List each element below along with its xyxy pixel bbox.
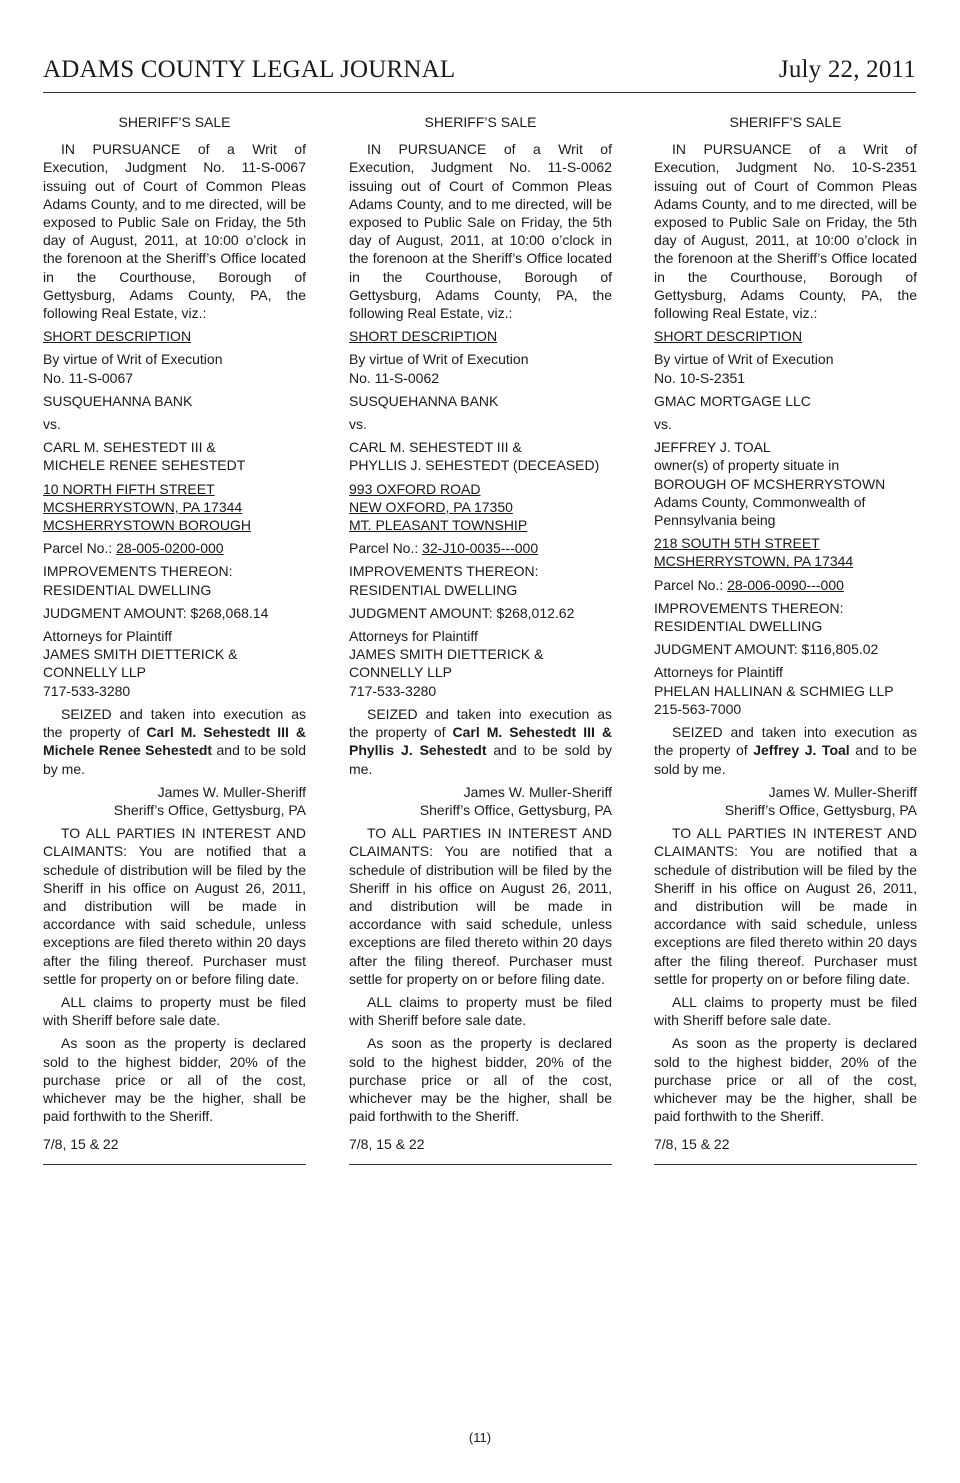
seized-text-end: and to be sold by me. xyxy=(43,742,306,777)
seized-owner: Jeffrey J. Toal xyxy=(753,742,850,759)
notice-divider xyxy=(43,1164,306,1165)
writ-info xyxy=(43,350,306,386)
payment-notice: As soon as the property is declared sold to the highest bidder, 20% of the purchase price or all of the cost, whichever may be the higher, shall be paid forthwith to the Sheriff. xyxy=(654,1035,917,1125)
parties-notice: TO ALL PARTIES IN INTEREST AND CLAIMANTS: You are notified that a schedule of distribution will be filed by the Sheriff in his office on August 26, 2011, and distribution will be made in accordance with said schedule, unless exceptions are filed thereto within 20 days after the filing thereof. Purchaser must settle for property on or before filing date. xyxy=(43,825,306,987)
seized-text-end: and to be sold by me. xyxy=(654,742,917,777)
writ-info xyxy=(654,350,917,386)
improvements-type: RESIDENTIAL DWELLING xyxy=(43,581,212,598)
parcel xyxy=(349,539,612,557)
seized-text: SEIZED and taken into execution as the property of xyxy=(43,705,306,741)
parcel-label: Parcel No.: xyxy=(43,540,117,557)
seized-text-end: and to be sold by me. xyxy=(349,742,613,777)
attorneys-label: Attorneys for Plaintiff xyxy=(349,628,478,645)
parcel-number: 28-006-0090---000 xyxy=(727,576,844,593)
parcel-label: Parcel No.: xyxy=(349,540,423,557)
sheriff-signature xyxy=(349,783,612,819)
attorney-line: 215-563-7000 xyxy=(654,700,742,717)
parcel-number: 32-J10-0035---000 xyxy=(422,540,539,557)
sheriff-sale-notice-3 xyxy=(654,113,917,1165)
writ-number: No. 11-S-0067 xyxy=(43,369,134,386)
sheriff-office: Sheriff’s Office, Gettysburg, PA xyxy=(419,801,612,818)
short-description-heading: SHORT DESCRIPTION xyxy=(654,328,803,345)
plaintiff: SUSQUEHANNA BANK xyxy=(43,392,193,409)
writ-line: By virtue of Writ of Execution xyxy=(349,351,529,368)
attorney-line: 717-533-3280 xyxy=(349,682,437,699)
address-line: NEW OXFORD, PA 17350 xyxy=(349,498,513,515)
versus: vs. xyxy=(349,416,367,433)
seized-text: SEIZED and taken into execution as the property of xyxy=(654,724,917,759)
sheriff-office: Sheriff’s Office, Gettysburg, PA xyxy=(724,801,917,818)
attorneys xyxy=(349,627,612,700)
seized-statement xyxy=(654,723,917,778)
writ-number: No. 11-S-0062 xyxy=(349,369,440,386)
defendant-line: JEFFREY J. TOAL xyxy=(654,439,771,456)
attorney-line: JAMES SMITH DIETTERICK & xyxy=(43,646,238,663)
claims-notice: ALL claims to property must be filed with Sheriff before sale date. xyxy=(43,993,306,1029)
writ-info xyxy=(349,350,612,386)
defendants xyxy=(349,438,612,474)
seized-statement xyxy=(43,705,306,778)
publication-dates: 7/8, 15 & 22 xyxy=(654,1136,730,1153)
address-line: MCSHERRYSTOWN, PA 17344 xyxy=(654,553,854,570)
versus: vs. xyxy=(43,416,61,433)
short-description-heading: SHORT DESCRIPTION xyxy=(349,328,498,345)
address-line: 993 OXFORD ROAD xyxy=(349,480,481,497)
parties-notice: TO ALL PARTIES IN INTEREST AND CLAIMANTS: You are notified that a schedule of distribution will be filed by the Sheriff in his office on August 26, 2011, and distribution will be made in accordance with said schedule, unless exceptions are filed thereto within 20 days after the filing thereof. Purchaser must settle for property on or before filing date. xyxy=(349,825,612,987)
attorney-line: JAMES SMITH DIETTERICK & xyxy=(349,646,544,663)
address-line: MCSHERRYSTOWN, PA 17344 xyxy=(43,498,243,515)
parcel-label: Parcel No.: xyxy=(654,576,728,593)
notice-title: SHERIFF’S SALE xyxy=(424,114,537,130)
attorneys-label: Attorneys for Plaintiff xyxy=(654,664,783,681)
improvements-type: RESIDENTIAL DWELLING xyxy=(654,618,823,635)
sheriff-signature xyxy=(654,783,917,819)
sheriff-name: James W. Muller-Sheriff xyxy=(463,783,612,800)
defendant-line: MICHELE RENEE SEHESTEDT xyxy=(43,457,246,474)
parcel xyxy=(43,539,306,557)
plaintiff: GMAC MORTGAGE LLC xyxy=(654,392,811,409)
masthead xyxy=(43,52,916,93)
parcel-number: 28-005-0200-000 xyxy=(116,540,224,557)
defendant-line: Pennsylvania being xyxy=(654,512,776,529)
improvements xyxy=(43,562,306,598)
judgment-amount: JUDGMENT AMOUNT: $268,068.14 xyxy=(43,604,269,621)
parcel xyxy=(654,576,917,594)
defendant-line: Adams County, Commonwealth of xyxy=(654,493,866,510)
notice-divider xyxy=(349,1164,612,1165)
defendant-line: owner(s) of property situate in xyxy=(654,457,840,474)
publication-dates: 7/8, 15 & 22 xyxy=(349,1136,425,1153)
journal-title: ADAMS COUNTY LEGAL JOURNAL xyxy=(43,56,456,83)
address-line: 218 SOUTH 5TH STREET xyxy=(654,535,820,552)
improvements xyxy=(349,562,612,598)
notice-intro: IN PURSUANCE of a Writ of Execution, Judgment No. 11-S-0067 issuing out of Court of Common Pleas Adams County, and to me directed, will be exposed to Public Sale on Friday, the 5th day of August, 2011, at 10:00 o’clock in the forenoon at the Sheriff’s Office located in the Courthouse, Borough of Gettysburg, Adams County, PA, the following Real Estate, viz.: xyxy=(43,141,306,322)
page-number: (11) xyxy=(468,1430,492,1445)
defendant-line: BOROUGH OF MCSHERRYSTOWN xyxy=(654,475,886,492)
payment-notice: As soon as the property is declared sold to the highest bidder, 20% of the purchase price or all of the cost, whichever may be the higher, shall be paid forthwith to the Sheriff. xyxy=(43,1035,306,1125)
seized-statement xyxy=(349,705,612,778)
sheriff-name: James W. Muller-Sheriff xyxy=(768,783,917,800)
improvements-heading: IMPROVEMENTS THEREON: xyxy=(654,599,844,616)
plaintiff: SUSQUEHANNA BANK xyxy=(349,392,499,409)
defendant-line: CARL M. SEHESTEDT III & xyxy=(349,439,522,456)
notice-title: SHERIFF’S SALE xyxy=(729,114,842,130)
short-description-heading: SHORT DESCRIPTION xyxy=(43,328,192,345)
notice-intro: IN PURSUANCE of a Writ of Execution, Judgment No. 10-S-2351 issuing out of Court of Common Pleas Adams County, and to me directed, will be exposed to Public Sale on Friday, the 5th day of August, 2011, at 10:00 o’clock in the forenoon at the Sheriff’s Office located in the Courthouse, Borough of Gettysburg, Adams County, PA, the following Real Estate, viz.: xyxy=(654,141,917,322)
parties-notice: TO ALL PARTIES IN INTEREST AND CLAIMANTS: You are notified that a schedule of distribution will be filed by the Sheriff in his office on August 26, 2011, and distribution will be made in accordance with said schedule, unless exceptions are filed thereto within 20 days after the filing thereof. Purchaser must settle for property on or before filing date. xyxy=(654,825,917,987)
writ-line: By virtue of Writ of Execution xyxy=(654,351,834,368)
seized-text: SEIZED and taken into execution as the property of xyxy=(349,705,612,741)
defendants xyxy=(43,438,306,474)
judgment-amount: JUDGMENT AMOUNT: $116,805.02 xyxy=(654,641,879,658)
attorneys xyxy=(654,663,917,718)
sheriff-sale-notice-2 xyxy=(349,113,612,1165)
property-address xyxy=(43,480,306,535)
publication-dates: 7/8, 15 & 22 xyxy=(43,1136,119,1153)
improvements-heading: IMPROVEMENTS THEREON: xyxy=(349,563,539,580)
writ-number: No. 10-S-2351 xyxy=(654,369,746,386)
property-address xyxy=(654,534,917,570)
address-line: MT. PLEASANT TOWNSHIP xyxy=(349,517,528,534)
defendant-line: PHYLLIS J. SEHESTEDT (DECEASED) xyxy=(349,457,600,474)
issue-date: July 22, 2011 xyxy=(778,56,916,83)
defendants xyxy=(654,438,917,529)
property-address xyxy=(349,480,612,535)
sheriff-sale-notice-1 xyxy=(43,113,306,1165)
writ-line: By virtue of Writ of Execution xyxy=(43,351,223,368)
seized-owner: Carl M. Sehestedt III & Phyllis J. Sehestedt xyxy=(349,724,612,759)
judgment-amount: JUDGMENT AMOUNT: $268,012.62 xyxy=(349,604,575,621)
attorney-line: CONNELLY LLP xyxy=(349,664,452,681)
claims-notice: ALL claims to property must be filed with Sheriff before sale date. xyxy=(654,993,917,1029)
address-line: MCSHERRYSTOWN BOROUGH xyxy=(43,517,251,534)
attorney-line: 717-533-3280 xyxy=(43,682,131,699)
payment-notice: As soon as the property is declared sold to the highest bidder, 20% of the purchase price or all of the cost, whichever may be the higher, shall be paid forthwith to the Sheriff. xyxy=(349,1035,612,1125)
notice-divider xyxy=(654,1164,917,1165)
sheriff-signature xyxy=(43,783,306,819)
sheriff-name: James W. Muller-Sheriff xyxy=(157,783,306,800)
versus: vs. xyxy=(654,416,672,433)
address-line: 10 NORTH FIFTH STREET xyxy=(43,480,215,497)
attorneys-label: Attorneys for Plaintiff xyxy=(43,628,172,645)
improvements-type: RESIDENTIAL DWELLING xyxy=(349,581,518,598)
notice-intro: IN PURSUANCE of a Writ of Execution, Judgment No. 11-S-0062 issuing out of Court of Common Pleas Adams County, and to me directed, will be exposed to Public Sale on Friday, the 5th day of August, 2011, at 10:00 o’clock in the forenoon at the Sheriff’s Office located in the Courthouse, Borough of Gettysburg, Adams County, PA, the following Real Estate, viz.: xyxy=(349,141,612,322)
attorneys xyxy=(43,627,306,700)
seized-owner: Carl M. Sehestedt III & Michele Renee Sehestedt xyxy=(43,724,306,759)
defendant-line: CARL M. SEHESTEDT III & xyxy=(43,439,216,456)
improvements-heading: IMPROVEMENTS THEREON: xyxy=(43,563,233,580)
claims-notice: ALL claims to property must be filed with Sheriff before sale date. xyxy=(349,993,612,1029)
sheriff-office: Sheriff’s Office, Gettysburg, PA xyxy=(113,801,306,818)
attorney-line: CONNELLY LLP xyxy=(43,664,146,681)
improvements xyxy=(654,599,917,635)
attorney-line: PHELAN HALLINAN & SCHMIEG LLP xyxy=(654,682,894,699)
notice-title: SHERIFF’S SALE xyxy=(118,114,231,130)
